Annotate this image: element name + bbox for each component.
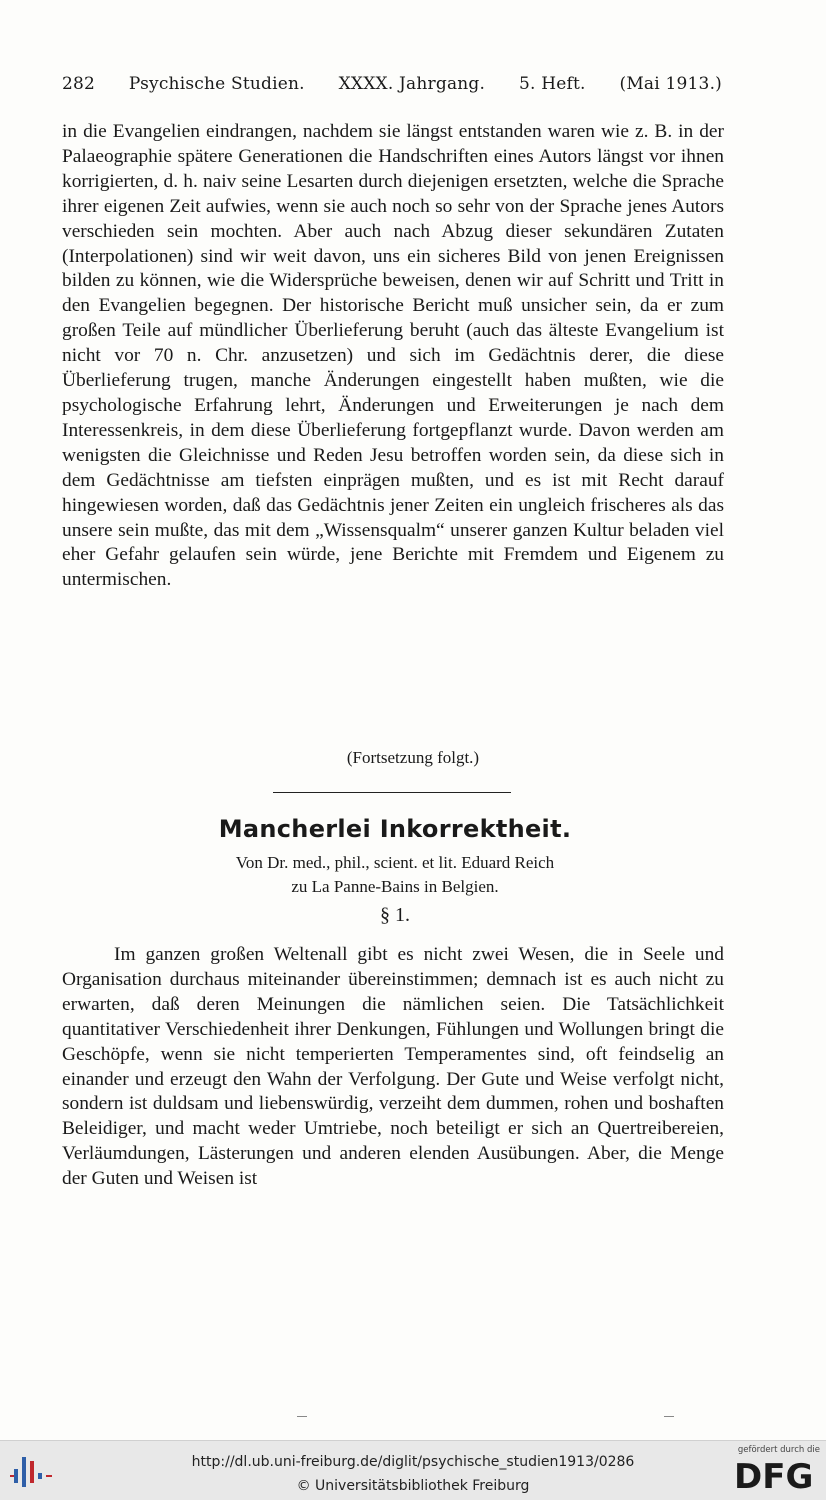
- author-location: zu La Panne-Bains in Belgien.: [291, 877, 499, 896]
- article-body: [62, 943, 724, 1192]
- article-byline: Von Dr. med., phil., scient. et lit. Eduard Reich: [235, 853, 555, 872]
- scan-mark: [664, 1416, 674, 1417]
- dfg-logo[interactable]: [726, 1445, 820, 1497]
- volume: XXXX. Jahrgang.: [338, 74, 486, 94]
- viewer-footer: [0, 1440, 826, 1500]
- issue-date: (Mai 1913.): [619, 74, 722, 94]
- issue: 5. Heft.: [518, 74, 586, 94]
- permalink-url[interactable]: http://dl.ub.uni-freiburg.de/diglit/psychische_studien1913/0286: [191, 1454, 635, 1470]
- copyright-notice: © Universitätsbibliothek Freiburg: [296, 1478, 530, 1494]
- journal-title: Psychische Studien.: [128, 74, 305, 94]
- article-title: Mancherlei Inkorrektheit.: [218, 815, 572, 843]
- continued-text-block: [62, 120, 724, 593]
- sponsor-text: gefördert durch die: [737, 1445, 820, 1455]
- article-paragraph: Im ganzen großen Weltenall gibt es nicht zwei Wesen, die in Seele und Organisation durchaus miteinander übereinstimmen; demnach ist es auch nicht zu erwarten, daß deren Meinungen die nämlichen seien. Die Tatsächlichkeit quantitativer Verschiedenheit ihrer Denkungen, Fühlungen und Wollungen bringt die Geschöpfe, wenn sie nicht temperierten Temperamentes sind, oft feindselig an einander und erzeugt den Wahn der Verfolgung. Der Gute und Weise verfolgt nicht, sondern ist duldsam und liebenswürdig, verzeiht dem dummen, rohen und boshaften Beleidiger, und macht weder Umtriebe, noch beteiligt er sich an Quertreibereien, Verläumdungen, Lästerungen und anderen elenden Ausübungen. Aber, die Menge der Guten und Weisen ist: [62, 944, 724, 1190]
- running-head: [62, 74, 722, 94]
- continued-paragraph: in die Evangelien eindrangen, nachdem sie längst entstanden waren wie z. B. in der Palaeographie spätere Generationen die Handschriften eines Autors längst vor ihnen korrigierten, d. h. naiv seine Lesarten durch diejenigen ersetzten, welche die Sprache ihrer eigenen Zeit aufwies, wenn sie auch noch so sehr von der Sprache jenes Autors verschieden sein mochten. Aber auch nach Abzug dieser sekundären Zutaten (Interpolationen) sind wir weit davon, uns ein sicheres Bild von jenen Ereignissen bilden zu können, wie die Widersprüche beweisen, denen wir auf Schritt und Tritt in den Evangelien begegnen. Der historische Bericht muß unsicher sein, da er zum großen Teile auf mündlicher Überlieferung beruht (auch das älteste Evangelium ist nicht vor 70 n. Chr. anzusetzen) und sich im Gedächtnis derer, die diese Überlieferung trugen, manche Änderungen eingestellt haben mußten, wie die psychologische Erfahrung lehrt, Änderungen und Erweiterungen je nach dem Interessenkreis, in dem diese Überlieferung fortgepflanzt wurde. Davon werden am wenigsten die Gleichnisse und Reden Jesu betroffen worden sein, da diese sich in dem Gedächtnisse am tiefsten einprägen mußten, und es ist mit Recht darauf hingewiesen worden, daß das Gedächtnis jener Zeiten ein ungleich frischeres als das unsere sein mußte, das mit dem „Wissensqualm“ unserer ganzen Kultur beladen viel eher Gefahr gelaufen sein würde, jene Berichte mit Fremdem und Eigenem zu untermischen.: [62, 121, 724, 591]
- dfg-logo-icon: [726, 1455, 820, 1493]
- scan-mark: [297, 1416, 307, 1417]
- to-be-continued-note: (Fortsetzung folgt.): [346, 748, 480, 767]
- dfg-logo-text: DFG: [734, 1457, 814, 1493]
- section-divider: [273, 792, 511, 793]
- page-number: 282: [62, 74, 96, 94]
- section-number: § 1.: [380, 904, 410, 926]
